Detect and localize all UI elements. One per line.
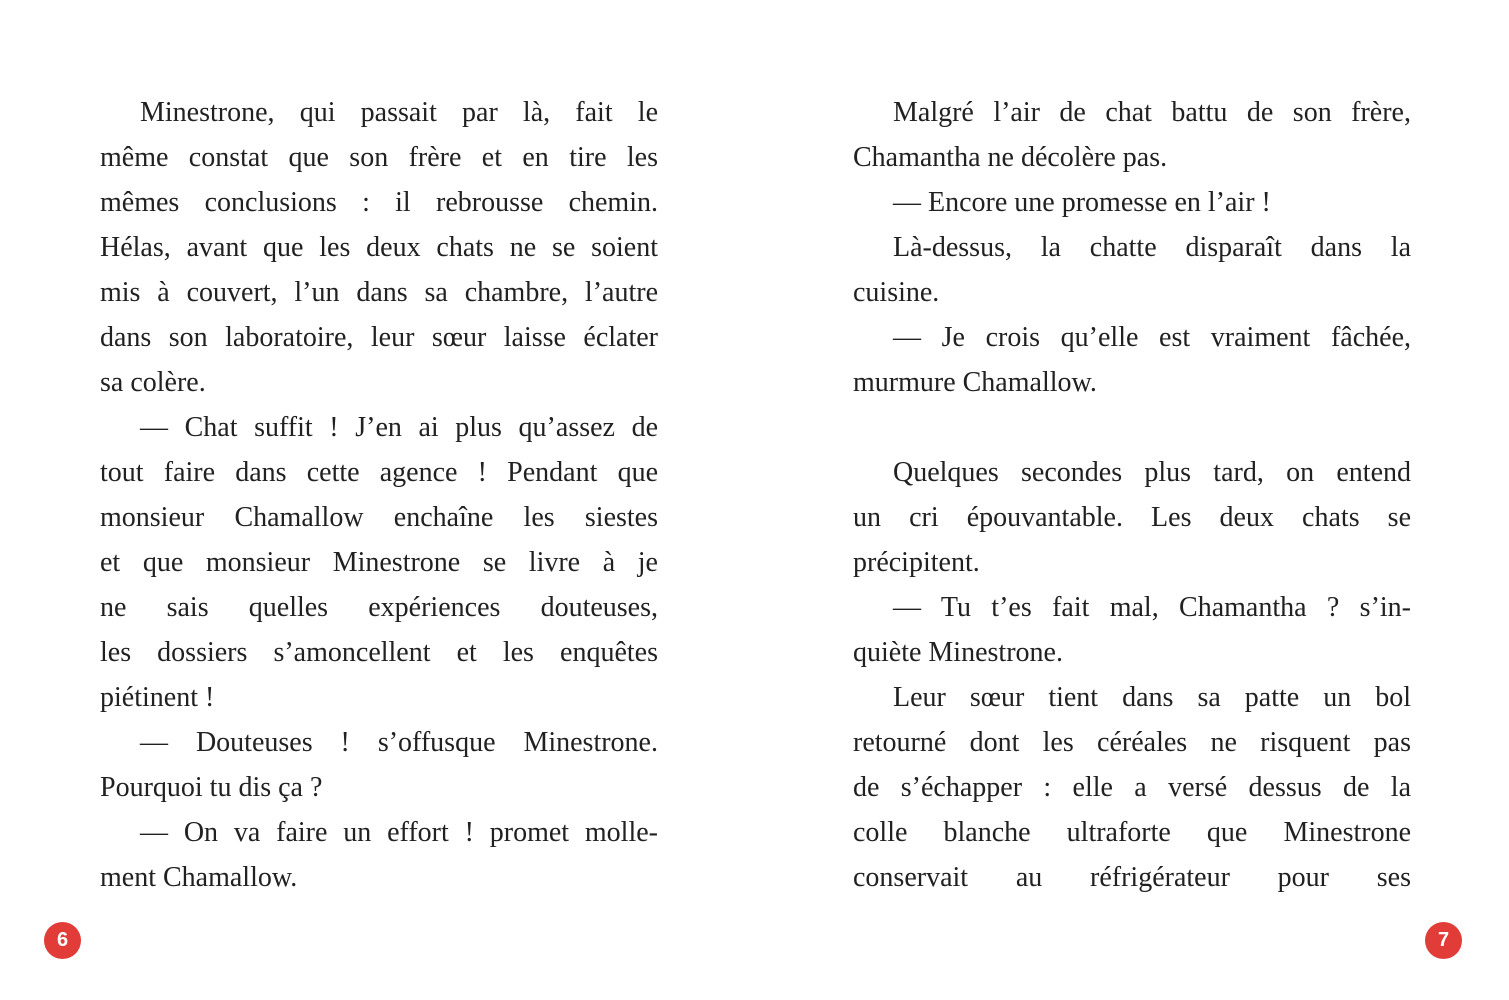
text-line: les dossiers s’amoncellent et les enquêtes (100, 637, 658, 668)
text-line: même constat que son frère et en tire les (100, 142, 658, 173)
text-line: murmure Chamallow. (853, 367, 1097, 398)
text-line: — Je crois qu’elle est vraiment fâchée, (893, 322, 1411, 353)
text-line: monsieur Chamallow enchaîne les siestes (100, 502, 658, 533)
page-number-right: 7 (1437, 929, 1450, 951)
text-line: précipitent. (853, 547, 980, 578)
text-line: Pourquoi tu dis ça ? (100, 772, 323, 803)
text-line: — Douteuses ! s’offusque Minestrone. (140, 727, 658, 758)
blank-line (853, 405, 1411, 450)
text-line: — Chat suffit ! J’en ai plus qu’assez de (140, 412, 658, 443)
text-line: piétinent ! (100, 682, 215, 713)
page-number-badge-right (1425, 922, 1462, 959)
text-line: Hélas, avant que les deux chats ne se soient (100, 232, 658, 263)
text-line: ne sais quelles expériences douteuses, (100, 592, 658, 623)
text-line: — Encore une promesse en l’air ! (893, 187, 1271, 218)
text-line: Quelques secondes plus tard, on entend (893, 457, 1411, 488)
text-line: Là-dessus, la chatte disparaît dans la (893, 232, 1411, 263)
text-line: Malgré l’air de chat battu de son frère, (893, 97, 1411, 128)
page-right-text-column (853, 90, 1411, 900)
text-line: Leur sœur tient dans sa patte un bol (893, 682, 1411, 713)
page-left-text-column (100, 90, 658, 900)
text-line: Chamantha ne décolère pas. (853, 142, 1168, 173)
page-number-left: 6 (56, 929, 69, 951)
text-line: quiète Minestrone. (853, 637, 1063, 668)
text-line: cuisine. (853, 277, 940, 308)
text-line: mis à couvert, l’un dans sa chambre, l’autre (100, 277, 658, 308)
text-line: — On va faire un effort ! promet molle- (140, 817, 658, 848)
text-line: dans son laboratoire, leur sœur laisse éclater (100, 322, 658, 353)
page-number-badge-left (44, 922, 81, 959)
text-line: retourné dont les céréales ne risquent pas (853, 727, 1411, 758)
text-line: colle blanche ultraforte que Minestrone (853, 817, 1411, 848)
text-line: de s’échapper : elle a versé dessus de la (853, 772, 1411, 803)
text-line: — Tu t’es fait mal, Chamantha ? s’in- (893, 592, 1411, 623)
text-line: tout faire dans cette agence ! Pendant que (100, 457, 658, 488)
text-line: conservait au réfrigérateur pour ses (853, 862, 1411, 893)
text-line: Minestrone, qui passait par là, fait le (140, 97, 658, 128)
text-line: ment Chamallow. (100, 862, 298, 893)
text-line: un cri épouvantable. Les deux chats se (853, 502, 1411, 533)
text-line: mêmes conclusions : il rebrousse chemin. (100, 187, 658, 218)
text-line: sa colère. (100, 367, 206, 398)
text-line: et que monsieur Minestrone se livre à je (100, 547, 658, 578)
